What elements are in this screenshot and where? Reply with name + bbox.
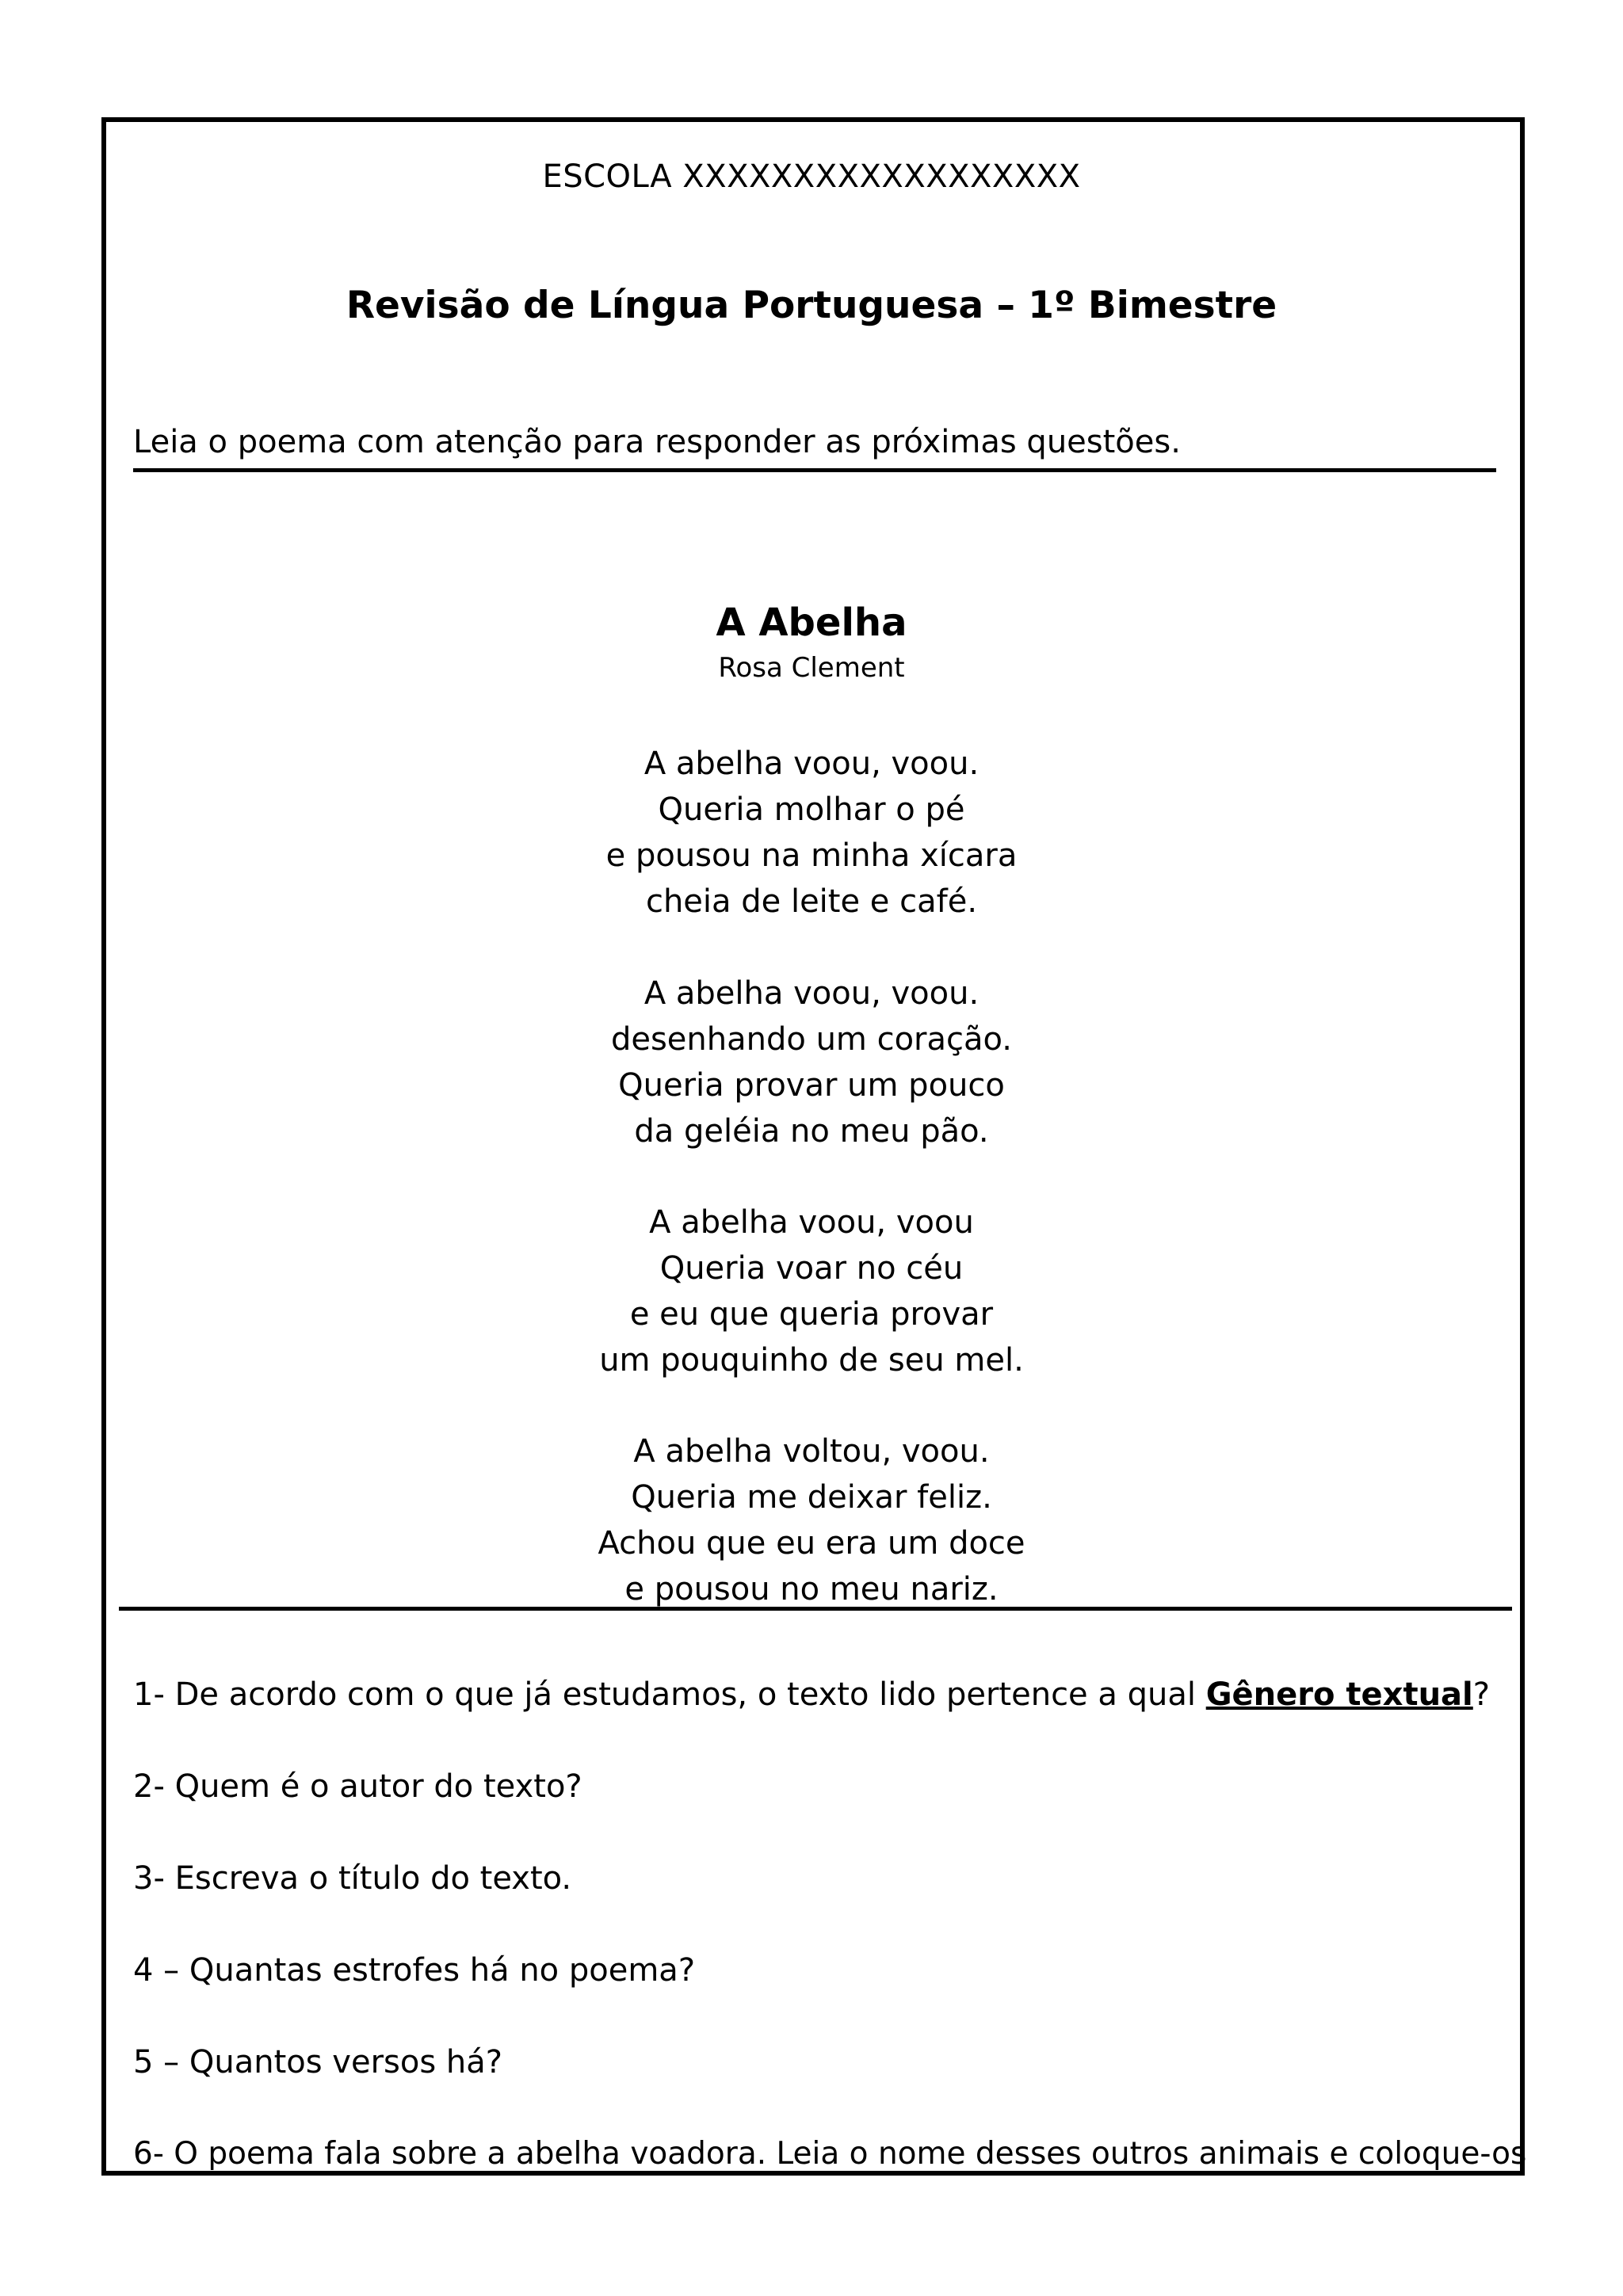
question-5: 5 – Quantos versos há? xyxy=(133,2044,502,2081)
poem-stanza xyxy=(0,741,1623,925)
poem-verse: desenhando um coração. xyxy=(610,1021,1013,1058)
poem-author: Rosa Clement xyxy=(718,652,905,684)
poem-stanza xyxy=(0,1199,1623,1383)
question-1-emphasis: Gênero textual xyxy=(1205,1676,1473,1713)
poem-verse: e pousou no meu nariz. xyxy=(624,1571,999,1608)
poem-stanza xyxy=(0,971,1623,1154)
question-6: 6- O poema fala sobre a abelha voadora. Leia o nome desses outros animais e coloque-os xyxy=(133,2136,1527,2172)
instruction-text: Leia o poema com atenção para responder as próximas questões. xyxy=(133,424,1181,460)
poem-stanza xyxy=(0,1428,1623,1612)
poem-verse: A abelha voou, voou. xyxy=(643,746,980,782)
poem-verse: e eu que queria provar xyxy=(629,1296,994,1333)
question-4: 4 – Quantas estrofes há no poema? xyxy=(133,1952,696,1989)
poem-verse: Queria provar um pouco xyxy=(618,1067,1005,1104)
question-1 xyxy=(133,1676,1490,1713)
poem-divider xyxy=(119,1607,1512,1611)
instruction-divider xyxy=(133,468,1496,472)
poem-verse: e pousou na minha xícara xyxy=(605,837,1018,874)
poem-verse: Queria voar no céu xyxy=(659,1250,964,1287)
page-title: Revisão de Língua Portuguesa – 1º Bimestre xyxy=(346,284,1277,327)
poem-verse: Queria molhar o pé xyxy=(658,791,965,828)
poem-verse: A abelha voou, voou xyxy=(649,1204,974,1241)
poem-verse: A abelha voltou, voou. xyxy=(633,1433,990,1470)
poem-verse: da geléia no meu pão. xyxy=(634,1113,989,1150)
question-1-text: 1- De acordo com o que já estudamos, o texto lido pertence a qual xyxy=(133,1676,1206,1713)
question-3: 3- Escreva o título do texto. xyxy=(133,1860,572,1897)
poem-verse: um pouquinho de seu mel. xyxy=(599,1342,1024,1379)
poem-verse: Achou que eu era um doce xyxy=(598,1525,1025,1562)
question-1-end: ? xyxy=(1472,1676,1490,1713)
poem-verse: A abelha voou, voou. xyxy=(643,975,980,1012)
question-2: 2- Quem é o autor do texto? xyxy=(133,1768,582,1805)
poem-title: A Abelha xyxy=(716,601,907,645)
school-name: ESCOLA XXXXXXXXXXXXXXXXXX xyxy=(542,158,1081,195)
poem-verse: cheia de leite e café. xyxy=(645,883,978,920)
poem-verse: Queria me deixar feliz. xyxy=(631,1479,992,1516)
